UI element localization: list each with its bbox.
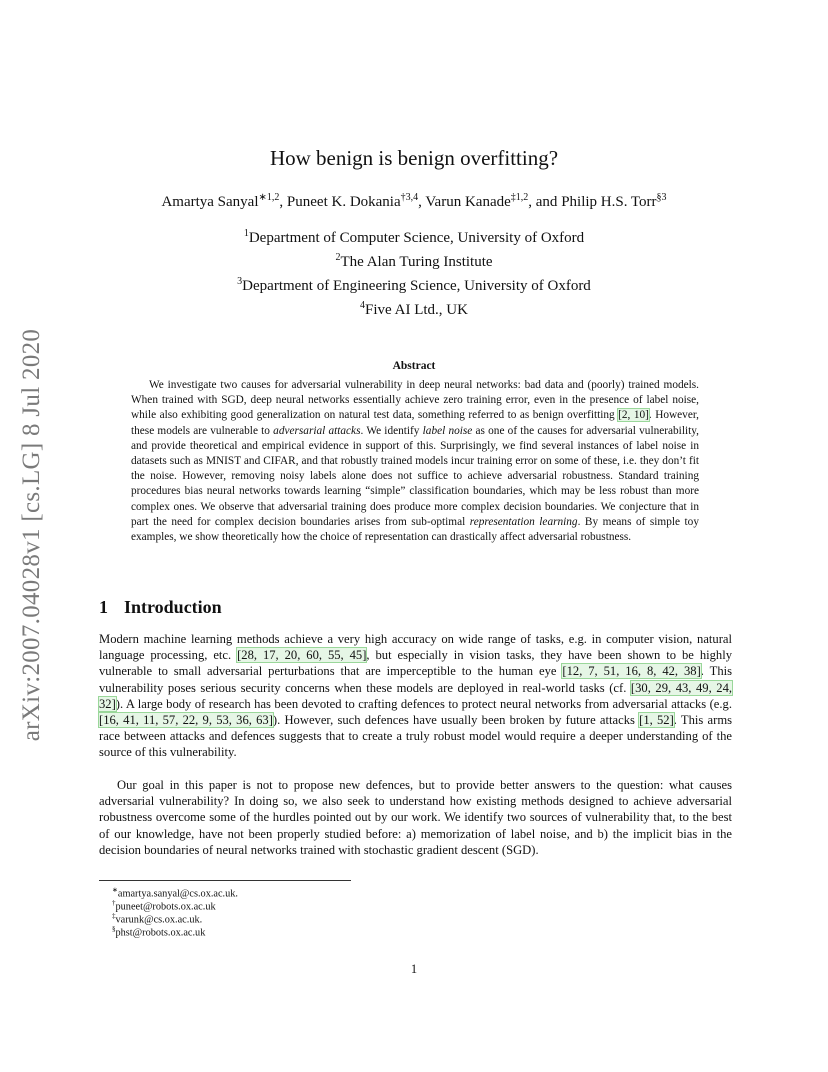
author-name: Varun Kanade [425, 194, 511, 210]
footnote: ∗amartya.sanyal@cs.ox.ac.uk. [112, 886, 239, 900]
author-affil-mark: §3 [656, 192, 667, 203]
emphasis: label noise [422, 424, 473, 437]
affiliations [0, 224, 828, 320]
author-affil-mark: †3,4 [400, 192, 419, 203]
arxiv-identifier-text: arXiv:2007.04028v1 [cs.LG] 8 Jul 2020 [18, 328, 45, 742]
author-affil-mark: ‡1,2 [510, 192, 529, 203]
section-title: Introduction [124, 597, 222, 617]
footnote: ‡varunk@cs.ox.ac.uk. [112, 912, 203, 926]
citation-link[interactable]: [1, 52] [639, 713, 674, 728]
citation-link[interactable]: [2, 10] [618, 409, 649, 422]
affiliation-line: $^3$Department of Engineering Science, University of Oxford [237, 276, 591, 294]
author-list: Amartya Sanyal$^{∗1,2}$, Puneet K. Dokania$^{\dagger 3,4}$, Varun Kanade$^{\ddagger 1,2}$, and Philip H.S. Torr$^{\S 3}$ [161, 192, 667, 210]
affiliation-line: $^1$Department of Computer Science, University of Oxford [243, 228, 585, 246]
intro-paragraph-2: Our goal in this paper is not to propose new defences, but to provide better answers to the question: what causes adversarial vulnerability? In doing so, we also seek to understand how existing methods designed to achieve adversarial robustness overcome some of the hurdles pointed out by our work. We identify two sources of vulnerability that, to the best of our knowledge, have not been properly studied before: a) memorization of label noise, and b) the implicit bias in the decision boundaries of neural networks trained with stochastic gradient descent (SGD). [99, 778, 732, 857]
author-affil-mark: ∗1,2 [258, 192, 280, 203]
citation-link[interactable]: [30, 29, 43, 49, 24, 32] [99, 680, 733, 711]
page-number: 1 [410, 962, 418, 976]
paper-title: How benign is benign overfitting? [269, 146, 559, 170]
section-heading [99, 597, 222, 618]
emphasis: adversarial attacks [273, 424, 361, 437]
author-name: Philip H.S. Torr [561, 194, 657, 210]
citation-link[interactable]: [12, 7, 51, 16, 8, 42, 38] [562, 664, 701, 679]
section-number: 1 [99, 597, 108, 617]
abstract-heading: Abstract [392, 360, 436, 372]
footnote: †puneet@robots.ox.ac.uk [112, 899, 216, 913]
affiliation-line: $^4$Five AI Ltd., UK [360, 300, 468, 318]
footnote-rule [99, 880, 351, 881]
emphasis: representation learning [469, 515, 578, 528]
footnote: §phst@robots.ox.ac.uk [112, 925, 206, 939]
author-name: Amartya Sanyal [161, 194, 259, 210]
affiliation-line: $^2$The Alan Turing Institute [335, 252, 493, 270]
citation-link[interactable]: [16, 41, 11, 57, 22, 9, 53, 36, 63] [99, 713, 273, 728]
citation-link[interactable]: [28, 17, 20, 60, 55, 45] [237, 648, 367, 663]
author-name: Puneet K. Dokania [286, 194, 401, 210]
abstract-body: We investigate two causes for adversarial vulnerability in deep neural networks: bad data and (poorly) trained models. When trained with SGD, deep neural networks essentially achieve zero training error, even in the presence of label noise, while also exhibiting good generalization on natural test data, something referred to as benign overfitting [2, 10]. However, these models are vulnerable to adversarial attacks. We identify label noise as one of the causes for adversarial vulnerability, and provide theoretical and empirical evidence in support of this. Surprisingly, we find several instances of label noise in datasets such as MNIST and CIFAR, and that robustly trained models incur training error on some of these, i.e. they don’t fit the noise. However, removing noisy labels alone does not suffice to achieve adversarial robustness. Standard training procedures bias neural networks towards learning “simple” classification boundaries, which may be less robust than more complex ones. We observe that adversarial training does produce more complex decision boundaries. We conjecture that in part the need for complex decision boundaries arises from sub-optimal representation learning. By means of simple toy examples, we show theoretically how the choice of representation can drastically affect adversarial robustness. [131, 379, 699, 544]
intro-paragraph-1: Modern machine learning methods achieve a very high accuracy on wide range of tasks, e.g. in computer vision, natural language processing, etc. [28, 17, 20, 60, 55, 45], but especially in vision tasks, they have been shown to be highly vulnerable to small adversarial perturbations that are imperceptible to the human eye [12, 7, 51, 16, 8, 42, 38]. This vulnerability poses serious security concerns when these models are deployed in real-world tasks (cf. [30, 29, 43, 49, 24, 32]). A large body of research has been devoted to crafting defences to protect neural networks from adversarial attacks (e.g. [16, 41, 11, 57, 22, 9, 53, 36, 63]). However, such defences have usually been broken by future attacks [1, 52]. This arms race between attacks and defences suggests that to create a truly robust model would require a deeper understanding of the source of this vulnerability. [99, 632, 733, 760]
